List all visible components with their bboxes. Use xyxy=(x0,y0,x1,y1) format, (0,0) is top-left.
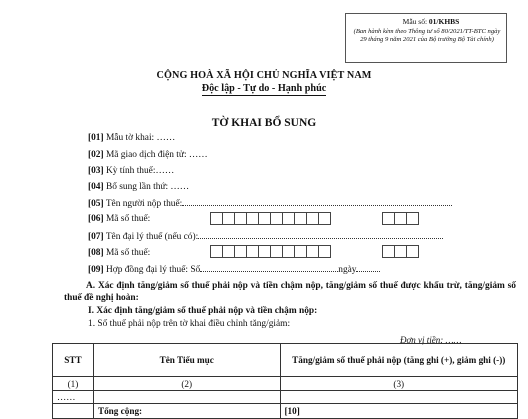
field-07-agent-name[interactable]: [07] Tên đại lý thuế (nếu có): xyxy=(88,231,443,242)
national-motto: Độc lập - Tự do - Hạnh phúc xyxy=(201,83,327,94)
form-legal-note: (Ban hành kèm theo Thông tư số 80/2021/TT-BTC ngày 29 tháng 9 năm 2021 của Bộ trưởng Bộ Tài chính) xyxy=(353,28,501,44)
tax-code-cells-06[interactable] xyxy=(210,212,330,225)
table-cell[interactable] xyxy=(280,391,518,404)
table-total-row xyxy=(53,404,518,419)
field-03-tax-period: [03] Kỳ tính thuế:…… xyxy=(88,166,175,176)
field-09-agent-contract[interactable]: [09] Hợp đồng đại lý thuế: Số ngày xyxy=(88,264,380,275)
field-06-tax-code: [06] Mã số thuế: xyxy=(88,214,151,224)
country-name: CỘNG HOÀ XÃ HỘI CHỦ NGHĨA VIỆT NAM xyxy=(156,70,372,81)
adjustment-table xyxy=(52,343,518,419)
document-title: TỜ KHAI BỔ SUNG xyxy=(211,117,317,129)
section-a-heading: A. Xác định tăng/giảm số thuế phải nộp và tiền chậm nộp, tăng/giảm số thuế được khấu trừ, tăng/giảm số thuế đề nghị hoàn: xyxy=(64,281,516,303)
currency-unit: Đơn vị tiền: …… xyxy=(400,335,462,345)
table-index-row xyxy=(53,377,518,391)
total-label: Tổng cộng: xyxy=(93,404,280,419)
index-cell: (1) xyxy=(53,377,94,391)
tax-code-branch-cells-06[interactable] xyxy=(382,212,418,225)
section-i-heading: I. Xác định tăng/giảm số thuế phải nộp và tiền chậm nộp: xyxy=(88,306,318,316)
col-header-subitem: Tên Tiểu mục xyxy=(93,344,280,377)
field-02-transaction-code: [02] Mã giao dịch điện tử: …… xyxy=(88,150,208,160)
index-cell: (3) xyxy=(280,377,518,391)
field-04-supplement-number: [04] Bổ sung lần thứ: …… xyxy=(88,182,190,192)
col-header-adjustment: Tăng/giảm số thuế phải nộp (tăng ghi (+), giảm ghi (-)) xyxy=(280,344,518,377)
form-number: Mẫu số: 01/KHBS xyxy=(402,17,460,26)
field-08-agent-tax-code: [08] Mã số thuế: xyxy=(88,248,151,258)
item-1-label: 1. Số thuế phải nộp trên tờ khai điều chỉnh tăng/giảm: xyxy=(88,319,291,329)
table-row xyxy=(53,391,518,404)
total-value: [10] xyxy=(280,404,518,419)
table-header-row xyxy=(53,344,518,377)
tax-code-branch-cells-08[interactable] xyxy=(382,245,418,258)
field-01-form-template: [01] Mẫu tờ khai: …… xyxy=(88,133,176,143)
col-header-stt: STT xyxy=(53,344,94,377)
index-cell: (2) xyxy=(93,377,280,391)
field-05-taxpayer-name[interactable]: [05] Tên người nộp thuế: xyxy=(88,198,452,209)
tax-code-cells-08[interactable] xyxy=(210,245,330,258)
table-cell xyxy=(53,404,94,419)
table-cell[interactable] xyxy=(93,391,280,404)
table-cell[interactable]: …… xyxy=(53,391,94,404)
